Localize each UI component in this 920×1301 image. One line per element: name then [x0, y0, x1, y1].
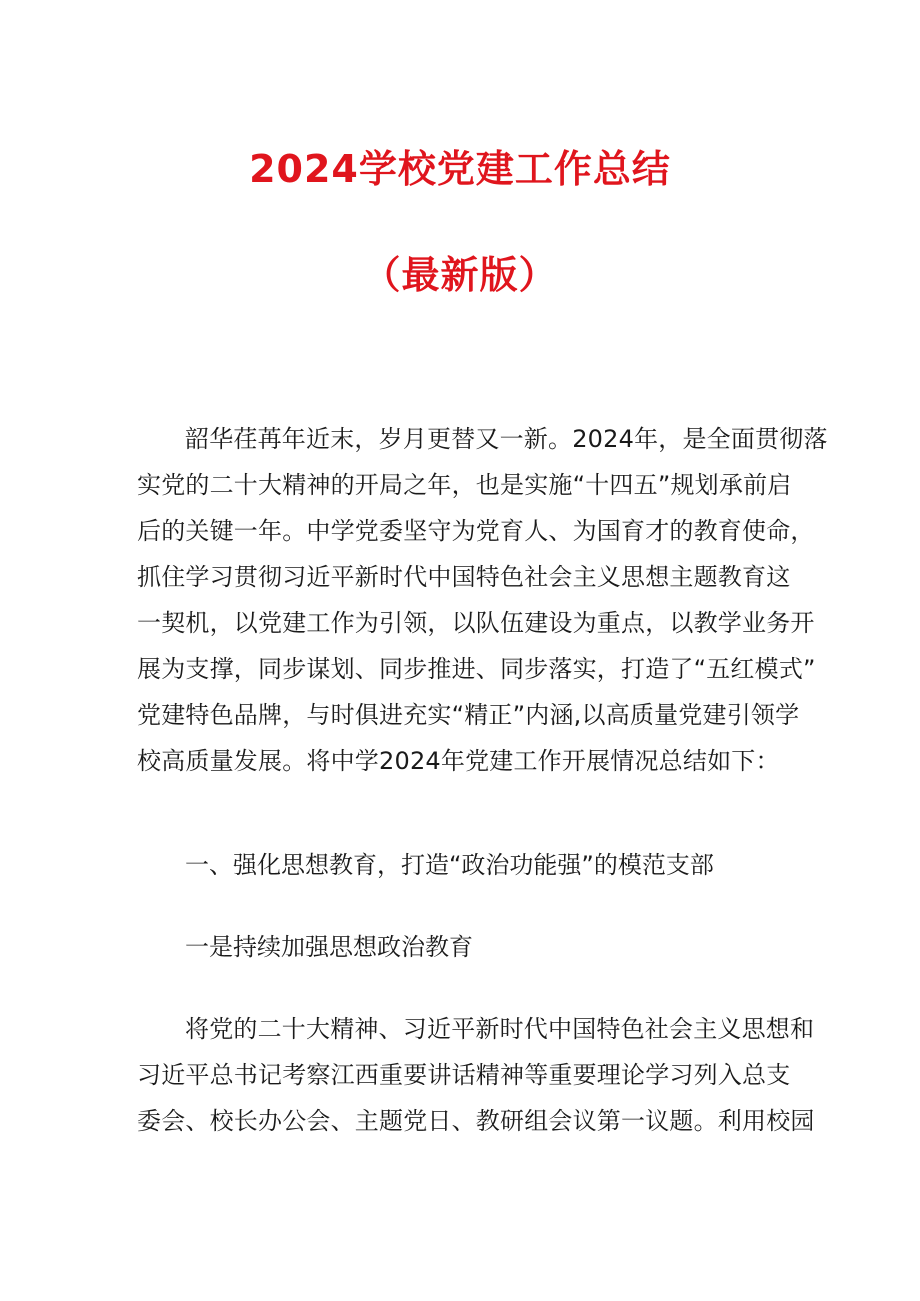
subsection-heading: 一是持续加强思想政治教育: [185, 933, 473, 961]
paragraph-line: 展为支撑，同步谋划、同步推进、同步落实，打造了“五红模式”: [137, 655, 816, 683]
paragraph-line: 将党的二十大精神、习近平新时代中国特色社会主义思想和: [185, 1015, 815, 1043]
paragraph-line: 韶华荏苒年近末，岁月更替又一新。2024年，是全面贯彻落: [185, 425, 828, 453]
body-paragraph: [137, 1006, 815, 1144]
section-heading: 一、强化思想教育，打造“政治功能强”的模范支部: [185, 851, 714, 879]
document-title: 2024学校党建工作总结: [249, 147, 671, 191]
paragraph-line: 习近平总书记考察江西重要讲话精神等重要理论学习列入总支: [137, 1061, 791, 1089]
intro-paragraph: [137, 416, 828, 784]
paragraph-line: 抓住学习贯彻习近平新时代中国特色社会主义思想主题教育这: [137, 563, 791, 591]
paragraph-line: 后的关键一年。中学党委坚守为党育人、为国育才的教育使命，: [137, 517, 815, 545]
paragraph-line: 党建特色品牌，与时俱进充实“精正”内涵,以高质量党建引领学: [137, 701, 800, 729]
paragraph-line: 委会、校长办公会、主题党日、教研组会议第一议题。利用校园: [137, 1107, 815, 1135]
paragraph-line: 校高质量发展。将中学2024年党建工作开展情况总结如下：: [137, 747, 780, 775]
paragraph-line: 实党的二十大精神的开局之年，也是实施“十四五”规划承前启: [137, 471, 792, 499]
document-subtitle: （最新版）: [362, 253, 558, 297]
paragraph-line: 一契机，以党建工作为引领，以队伍建设为重点，以教学业务开: [137, 609, 815, 637]
